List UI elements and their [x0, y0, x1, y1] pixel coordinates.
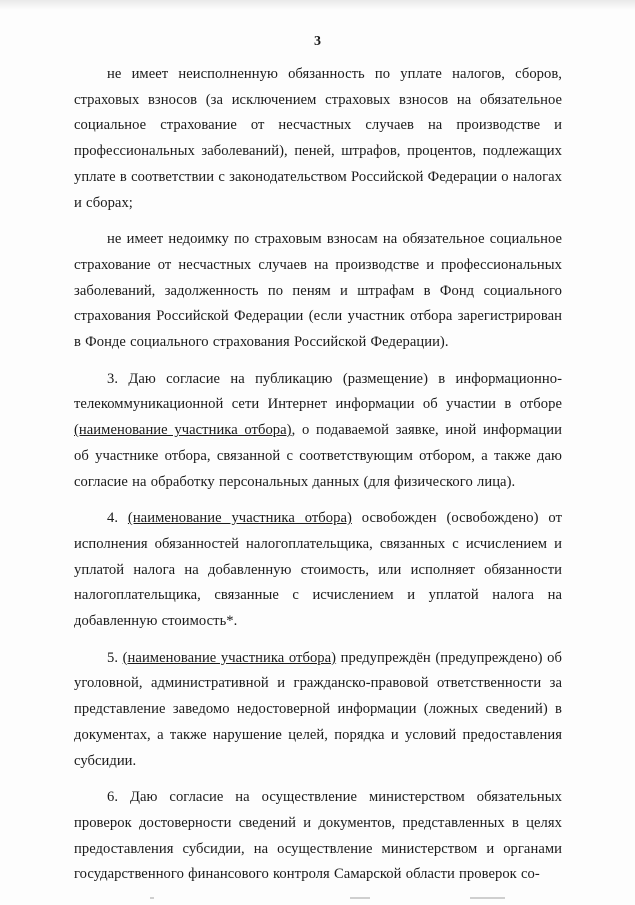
paragraph-no-insurance-arrears [74, 227, 562, 356]
paragraph-5-liability [74, 646, 562, 775]
paragraph-text: 4. [107, 510, 128, 527]
scan-artifact [470, 897, 505, 899]
participant-name-placeholder: (наименование участника отбора) [122, 649, 337, 666]
document-body [74, 62, 562, 899]
paragraph-text: , о подаваемой заявке, иной информации об участнике отбора, связанной с соответствующим отбором, а также даю согласие на обработку персональных данных (для физического лица). [74, 422, 562, 490]
page-number: 3 [314, 34, 321, 49]
paragraph-text: не имеет неисполненную обязанность по уплате налогов, сборов, страховых взносов (за исключением страховых взносов на обязательное социальное страхование от несчастных случаев на производстве и профессиональных заболеваний), пеней, штрафов, процентов, подлежащих уплате в соответствии с законодательством Российской Федерации о налогах и сборах; [74, 66, 562, 211]
paragraph-4-vat [74, 506, 562, 635]
paragraph-text: предупреждён (предупреждено) об уголовной, административной и гражданско-правовой ответственности за представление заведомо недостоверной информации (ложных сведений) в документах, а также нарушение целей, порядка и условий предоставления субсидии. [74, 649, 562, 769]
participant-name-placeholder: (наименование участника отбора) [74, 422, 292, 439]
paragraph-text: 6. Даю согласие на осуществление министерством обязательных проверок достоверности сведений и документов, представленных в целях предоставления субсидии, на осуществление министерством и органами государственного финансового контроля Самарской области проверок со- [74, 789, 562, 883]
scan-artifact [150, 897, 154, 899]
scan-artifact [350, 897, 370, 899]
paragraph-6-inspections [74, 785, 562, 888]
paragraph-text: 5. [107, 649, 123, 666]
paragraph-text: освобожден (освобождено) от исполнения обязанностей налогоплательщика, связанных с исчислением и уплатой налога на добавленную стоимость, или исполняет обязанности налогоплательщика, связанные с исчислением и уплатой налога на добавленную стоимость*. [74, 510, 562, 630]
paragraph-text: не имеет недоимку по страховым взносам на обязательное социальное страхование от несчастных случаев на производстве и профессиональных заболеваний, задолженность по пеням и штрафам в Фонд социального страхования Российской Федерации (если участник отбора зарегистрирован в Фонде социального страхования Российской Федерации). [74, 231, 562, 351]
participant-name-placeholder: (наименование участника отбора) [127, 510, 352, 527]
paragraph-no-tax-debt [74, 62, 562, 216]
paragraph-3-publication-consent [74, 367, 562, 496]
paragraph-text: 3. Даю согласие на публикацию (размещение) в информационно-телекоммуникационной сети Интернет информации об участии в отборе [74, 370, 562, 413]
scan-edge [0, 0, 635, 10]
